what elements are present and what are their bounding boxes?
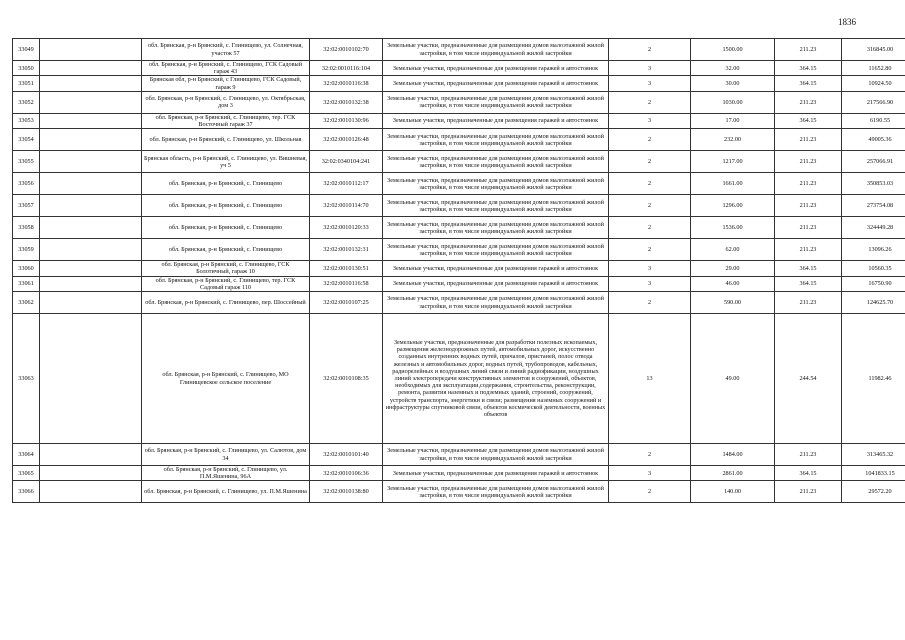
cell-address: обл. Брянская, р-н Брянский, с. Глинищево, тер. ГСК Восточный гараж 37 [142,113,310,128]
table-row [13,173,905,195]
cell-area: 590.00 [691,292,775,314]
cell-number: 33060 [13,261,40,276]
cell-rate: 364.15 [775,61,842,76]
cell-cadastral-number: 32:02:0010101:40 [310,444,383,466]
cell-group: 2 [609,217,691,239]
cell-rate: 211.23 [775,444,842,466]
cell-number: 33064 [13,444,40,466]
cell-cadastral-number: 32:02:0010107:25 [310,292,383,314]
cell-rate: 364.15 [775,276,842,291]
cell-area: 49.00 [691,314,775,444]
cell-rate: 364.15 [775,113,842,128]
cell-number: 33061 [13,276,40,291]
cell-number: 33056 [13,173,40,195]
cell-cadastral-number: 32:02:0010120:33 [310,217,383,239]
cell-number: 33059 [13,239,40,261]
cell-number: 33058 [13,217,40,239]
table-row [13,39,905,61]
cell-area: 30.00 [691,76,775,91]
cell-rate: 244.54 [775,314,842,444]
cell-rate: 364.15 [775,76,842,91]
cell-address: Брянская область, р-н Брянский, с. Глинищево, ул. Вишневая, уч 5 [142,151,310,173]
cell-cadastral-value: 124625.70 [842,292,905,314]
cell-empty [40,261,142,276]
cell-address: обл. Брянская, р-н Брянский, с. Глинищево [142,217,310,239]
cell-area: 1030.00 [691,91,775,113]
cell-cadastral-number: 32:02:0010130:51 [310,261,383,276]
cell-empty [40,239,142,261]
cell-address: обл. Брянская, р-н Брянский, с. Глинищево, ул. П.М.Яшенина, 96А [142,466,310,481]
cell-cadastral-value: 11982.46 [842,314,905,444]
cell-land-category: Земельные участки, предназначенные для размещения домов малоэтажной жилой застройки, в том числе индивидуальной жилой застройки [383,292,609,314]
cell-rate: 211.23 [775,39,842,61]
cell-land-category: Земельные участки, предназначенные для размещения домов малоэтажной жилой застройки, в том числе индивидуальной жилой застройки [383,129,609,151]
cell-rate: 364.15 [775,261,842,276]
cell-cadastral-value: 324449.28 [842,217,905,239]
cell-area: 1536.00 [691,217,775,239]
cell-land-category: Земельные участки, предназначенные для размещения домов малоэтажной жилой застройки, в том числе индивидуальной жилой застройки [383,239,609,261]
cell-area: 29.00 [691,261,775,276]
cell-land-category: Земельные участки, предназначенные для размещения домов малоэтажной жилой застройки, в том числе индивидуальной жилой застройки [383,91,609,113]
table-body [13,39,905,503]
cell-land-category: Земельные участки, предназначенные для размещения домов малоэтажной жилой застройки, в том числе индивидуальной жилой застройки [383,217,609,239]
cell-cadastral-number: 32:02:0010138:80 [310,481,383,503]
table-row [13,91,905,113]
cell-address: обл. Брянская, р-н Брянский, с. Глинищево [142,173,310,195]
cell-number: 33057 [13,195,40,217]
cell-rate: 211.23 [775,151,842,173]
cell-rate: 211.23 [775,129,842,151]
table-row [13,239,905,261]
table-row [13,113,905,128]
cell-rate: 211.23 [775,91,842,113]
cell-area: 32.00 [691,61,775,76]
cell-cadastral-value: 217566.90 [842,91,905,113]
cell-empty [40,61,142,76]
cell-empty [40,481,142,503]
cell-cadastral-value: 11652.80 [842,61,905,76]
table-row [13,217,905,239]
cell-cadastral-number: 32:02:0010112:17 [310,173,383,195]
cell-land-category: Земельные участки, предназначенные для размещения гаражей и автостоянок [383,113,609,128]
table-row [13,292,905,314]
cell-empty [40,39,142,61]
cell-empty [40,91,142,113]
page-number: 1836 [838,17,856,27]
cell-number: 33055 [13,151,40,173]
table-row [13,481,905,503]
table-row [13,444,905,466]
cell-land-category: Земельные участки, предназначенные для размещения гаражей и автостоянок [383,466,609,481]
cell-land-category: Земельные участки, предназначенные для размещения домов малоэтажной жилой застройки, в том числе индивидуальной жилой застройки [383,444,609,466]
cell-land-category: Земельные участки, предназначенные для размещения домов малоэтажной жилой застройки, в том числе индивидуальной жилой застройки [383,173,609,195]
cell-cadastral-number: 32:02:0010106:36 [310,466,383,481]
cell-number: 33049 [13,39,40,61]
table-row [13,151,905,173]
cell-area: 1296.00 [691,195,775,217]
cell-cadastral-value: 49005.36 [842,129,905,151]
cell-rate: 211.23 [775,481,842,503]
cell-address: обл. Брянская, р-н Брянский, с. Глинищево, пер. Шоссейный [142,292,310,314]
cell-cadastral-value: 1041833.15 [842,466,905,481]
cell-empty [40,76,142,91]
cell-cadastral-value: 10924.50 [842,76,905,91]
cell-group: 3 [609,276,691,291]
cell-cadastral-number: 32:02:0010108:35 [310,314,383,444]
cell-group: 2 [609,481,691,503]
cell-number: 33054 [13,129,40,151]
cell-cadastral-number: 32:02:0010114:70 [310,195,383,217]
cell-area: 140.00 [691,481,775,503]
cell-empty [40,113,142,128]
cell-group: 3 [609,113,691,128]
cell-rate: 364.15 [775,466,842,481]
cell-address: обл. Брянская, р-н Брянский, с. Глинищево, ул. П.М.Яшенина [142,481,310,503]
cell-cadastral-value: 16750.90 [842,276,905,291]
cell-area: 1217.00 [691,151,775,173]
cell-area: 1484.00 [691,444,775,466]
cell-address: обл. Брянская, р-н Брянский, с. Глинищево, ГСК Садовый гараж 43 [142,61,310,76]
cell-area: 1661.00 [691,173,775,195]
cell-land-category: Земельные участки, предназначенные для размещения домов малоэтажной жилой застройки, в том числе индивидуальной жилой застройки [383,39,609,61]
cell-empty [40,314,142,444]
cell-land-category: Земельные участки, предназначенные для размещения гаражей и автостоянок [383,261,609,276]
cell-address: обл. Брянская, р-н Брянский, с. Глинищево, МО Глинищевское сельское поселение [142,314,310,444]
cell-group: 3 [609,61,691,76]
cell-land-category: Земельные участки, предназначенные для размещения гаражей и автостоянок [383,61,609,76]
cell-group: 3 [609,466,691,481]
cell-rate: 211.23 [775,195,842,217]
cell-area: 2861.00 [691,466,775,481]
cell-group: 2 [609,39,691,61]
cell-land-category: Земельные участки, предназначенные для размещения домов малоэтажной жилой застройки, в том числе индивидуальной жилой застройки [383,195,609,217]
cell-address: Брянская обл, р-н Брянский, с Глинищево, ГСК Садовый, гараж 9 [142,76,310,91]
cell-empty [40,466,142,481]
cell-cadastral-value: 313465.32 [842,444,905,466]
cell-area: 17.00 [691,113,775,128]
cell-number: 33065 [13,466,40,481]
cell-cadastral-number: 32:02:0010132:31 [310,239,383,261]
cell-land-category: Земельные участки, предназначенные для размещения домов малоэтажной жилой застройки, в том числе индивидуальной жилой застройки [383,481,609,503]
cell-cadastral-value: 273754.08 [842,195,905,217]
cell-rate: 211.23 [775,292,842,314]
cell-group: 3 [609,76,691,91]
cell-address: обл. Брянская, р-н Брянский, с. Глинищево, ул. Солнечная, участок 57 [142,39,310,61]
cell-land-category: Земельные участки, предназначенные для размещения домов малоэтажной жилой застройки, в том числе индивидуальной жилой застройки [383,151,609,173]
table-row [13,466,905,481]
cell-number: 33051 [13,76,40,91]
cell-land-category: Земельные участки, предназначенные для разработки полезных ископаемых, размещения железнодорожных путей, автомобильных дорог, искусственно созданных внутренних водных путей, причалов, пристаней, полос отвода железных и автомобильных дорог, водных путей, трубопроводов, кабельных, радиорелейных и воздушных линий связи и линий радиофикации, воздушных линий электропередачи конструктивных элементов и сооружений, объектов, необходимых для эксплуатации,содержания, строительства, реконструкции, ремонта, развития наземных и подземных зданий, строений, сооружений, устройств транспорта, энергетики и связи; размещения наземных сооружений и инфраструктуры спутниковой связи, объектов космической деятельности, военных объектов [383,314,609,444]
cell-cadastral-value: 316845.00 [842,39,905,61]
cell-cadastral-number: 32:02:0010126:48 [310,129,383,151]
cell-group: 2 [609,91,691,113]
cell-address: обл. Брянская, р-н Брянский, с. Глинищево, ул. Школьная [142,129,310,151]
cell-land-category: Земельные участки, предназначенные для размещения гаражей и автостоянок [383,276,609,291]
cell-empty [40,276,142,291]
cell-cadastral-value: 350853.03 [842,173,905,195]
cell-area: 62.00 [691,239,775,261]
cell-number: 33053 [13,113,40,128]
cell-group: 3 [609,261,691,276]
cell-rate: 211.23 [775,173,842,195]
cell-cadastral-number: 32:02:0340104:241 [310,151,383,173]
cell-empty [40,129,142,151]
cell-empty [40,195,142,217]
cell-cadastral-value: 6190.55 [842,113,905,128]
table-row [13,129,905,151]
cell-address: обл. Брянская, р-н Брянский, с. Глинищево [142,195,310,217]
cell-address: обл. Брянская, р-н Брянский, с. Глинищево, ул. Октябрьская, дом 3 [142,91,310,113]
cell-number: 33066 [13,481,40,503]
cell-cadastral-number: 32:02:0010132:38 [310,91,383,113]
cell-group: 2 [609,195,691,217]
cell-address: обл. Брянская, р-н Брянский, с. Глинищево, ГСК Болотичный, гараж 10 [142,261,310,276]
cell-group: 2 [609,239,691,261]
cell-address: обл. Брянская, р-н Брянский, с. Глинищево, тер. ГСК Садовый гараж 110 [142,276,310,291]
table-row [13,76,905,91]
table-row [13,61,905,76]
cell-cadastral-number: 32:02:0010116:58 [310,276,383,291]
cell-cadastral-number: 32:02:0010130:96 [310,113,383,128]
table-row [13,261,905,276]
cell-number: 33062 [13,292,40,314]
cell-cadastral-value: 257066.91 [842,151,905,173]
cell-number: 33050 [13,61,40,76]
cell-rate: 211.23 [775,239,842,261]
cell-area: 232.00 [691,129,775,151]
cell-area: 1500.00 [691,39,775,61]
cadastral-value-table [12,38,905,503]
cell-cadastral-value: 10560.35 [842,261,905,276]
cell-group: 2 [609,292,691,314]
table-row [13,195,905,217]
cell-cadastral-value: 13096.26 [842,239,905,261]
cell-empty [40,292,142,314]
cell-number: 33052 [13,91,40,113]
cell-cadastral-number: 32:02:0010116:104 [310,61,383,76]
cell-land-category: Земельные участки, предназначенные для размещения гаражей и автостоянок [383,76,609,91]
table-row [13,314,905,444]
cell-rate: 211.23 [775,217,842,239]
cell-empty [40,444,142,466]
cell-empty [40,151,142,173]
cell-group: 2 [609,151,691,173]
cell-group: 2 [609,444,691,466]
cell-cadastral-number: 32:02:0010116:38 [310,76,383,91]
cell-area: 46.00 [691,276,775,291]
cell-group: 2 [609,173,691,195]
cell-empty [40,173,142,195]
cell-empty [40,217,142,239]
cell-group: 2 [609,129,691,151]
cell-cadastral-value: 29572.20 [842,481,905,503]
cell-group: 13 [609,314,691,444]
cell-address: обл. Брянская, р-н Брянский, с. Глинищево [142,239,310,261]
cell-cadastral-number: 32:02:0010102:70 [310,39,383,61]
cell-address: обл. Брянская, р-н Брянский, с. Глинищево, ул. Салютов, дом 34 [142,444,310,466]
cell-number: 33063 [13,314,40,444]
table-row [13,276,905,291]
